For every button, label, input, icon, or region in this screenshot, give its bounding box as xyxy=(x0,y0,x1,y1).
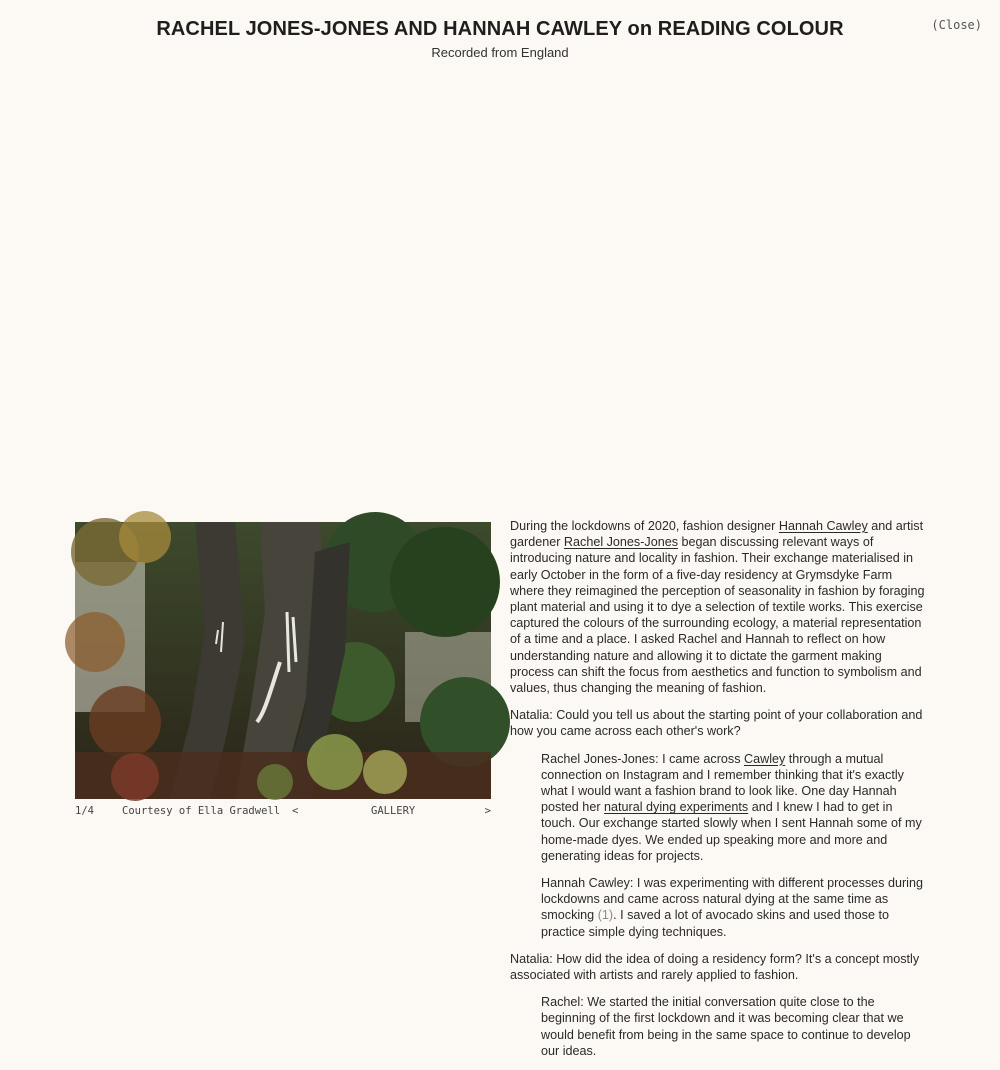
article-body xyxy=(510,518,928,1070)
intro-text-1: During the lockdowns of 2020, fashion designer xyxy=(510,519,779,533)
gallery-next-button[interactable]: > xyxy=(484,805,491,817)
page-subtitle: Recorded from England xyxy=(431,45,569,60)
question-paragraph: Natalia: Could you tell us about the starting point of your collaboration and how you came across each other's work? xyxy=(510,708,923,739)
gallery xyxy=(75,522,491,823)
close-button[interactable]: (Close) xyxy=(931,18,982,32)
intro-paragraph xyxy=(510,518,928,696)
answer-text-1: Hannah Cawley: I was experimenting with different processes during lockdowns and came across natural dying at the same time as smocking xyxy=(541,876,923,923)
answer-paragraph xyxy=(541,751,928,864)
answer-text-3: and I knew I had to get in touch. Our exchange started slowly when I sent Hannah some of my home-made dyes. We ended up speaking more and more and generating ideas for projects. xyxy=(541,800,922,863)
footnote-link[interactable]: (1) xyxy=(597,908,614,923)
hannah-cawley-link[interactable]: Hannah Cawley xyxy=(778,519,868,533)
natural-dying-experiments-link[interactable]: natural dying experiments xyxy=(604,800,749,815)
question-paragraph: Natalia: How did the idea of doing a residency form? It's a concept mostly associated with artists and rarely applied to fashion. xyxy=(510,951,920,983)
answer-text-2: . I saved a lot of avocado skins and used those to practice simple dying techniques. xyxy=(541,908,889,939)
gallery-caption-bar xyxy=(75,805,491,823)
intro-text-3: began discussing relevant ways of introducing nature and locality in fashion. Their exchange materialised in early October in the form of a five-day residency at Grymsdyke Farm where they reimagined the perception of seasonality in fashion by foraging plant material and using it to dye a selection of textile works. This exercise captured the colours of the surrounding ecology, a material representation of a time and a place. I asked Rachel and Hannah to reflect on how understanding nature and allowing it to dictate the garment making process can shift the focus from aesthetics and function to symbolism and values, thus changing the meaning of fashion. xyxy=(510,535,925,696)
header xyxy=(0,18,1000,60)
gallery-prev-button[interactable]: < xyxy=(292,805,299,817)
answer-text-1: Rachel Jones-Jones: I came across xyxy=(541,751,744,766)
gallery-label: GALLERY xyxy=(371,805,416,817)
answer-text-2: through a mutual connection on Instagram and I remember thinking that it's exactly what I would want a fashion brand to look like. One day Hannah posted her xyxy=(541,751,904,815)
gallery-credit: Courtesy of Ella Gradwell xyxy=(122,805,281,817)
answer-paragraph: Rachel: We started the initial conversation quite close to the beginning of the first lockdown and it was becoming clear that we would benefit from being in the same space to continue to develop our ideas. xyxy=(541,995,911,1058)
answer-paragraph xyxy=(541,875,928,940)
intro-text-2: and artist gardener xyxy=(510,519,924,550)
gallery-photo xyxy=(75,522,491,799)
page-title: RACHEL JONES-JONES AND HANNAH CAWLEY on READING COLOUR xyxy=(156,18,844,40)
rachel-jones-jones-link[interactable]: Rachel Jones-Jones xyxy=(563,535,679,550)
cawley-link[interactable]: Cawley xyxy=(744,751,786,766)
gallery-counter: 1/4 xyxy=(75,805,94,817)
